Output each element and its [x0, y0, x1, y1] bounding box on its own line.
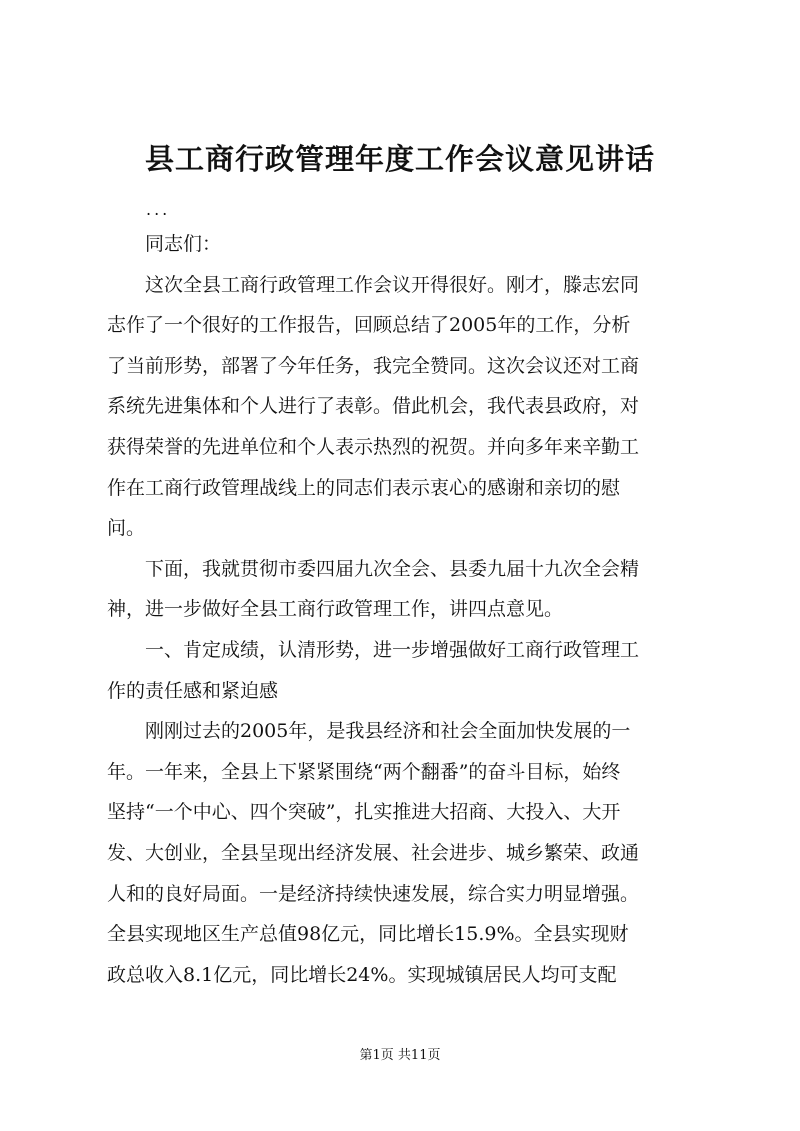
document-body: [107, 224, 707, 995]
body-paragraph: 下面，我就贯彻市委四届九次全会、县委九届十九次全会精 神，进一步做好全县工商行政管理工作，讲四点意见。: [107, 557, 640, 621]
body-paragraph: 刚刚过去的2005年，是我县经济和社会全面加快发展的一 年。一年来，全县上下紧紧围绕“两个翻番”的奋斗目标，始终 坚持“一个中心、四个突破”，扎实推进大招商、大投入、大开 发、大创业，全县呈现出经济发展、社会进步、城乡繁荣、政通 人和的良好局面。一是经济持续快速发展，综合实力明显增强。 全县实现地区生产总值98亿元，同比增长15.9%。全县实现财 政总收入8.1亿元，同比增长24%。实现城镇居民人均可支配: [107, 720, 640, 986]
salutation-paragraph: 同志们：: [145, 233, 222, 255]
ellipsis-mark: ...: [146, 200, 171, 219]
page-footer: 第1页 共11页: [359, 1048, 441, 1063]
section-heading-paragraph: 一、肯定成绩，认清形势，进一步增强做好工商行政管理工 作的责任感和紧迫感: [107, 638, 640, 702]
document-title: 县工商行政管理年度工作会议意见讲话: [144, 142, 655, 176]
body-paragraph: 这次全县工商行政管理工作会议开得很好。刚才，滕志宏同 志作了一个很好的工作报告，回顾总结了2005年的工作，分析 了当前形势，部署了今年任务，我完全赞同。这次会议还对工商 系统先进集体和个人进行了表彰。借此机会，我代表县政府，对 获得荣誉的先进单位和个人表示热烈的祝贺。并向多年来辛勤工 作在工商行政管理战线上的同志们表示衷心的感谢和亲切的慰 问。: [107, 273, 640, 540]
